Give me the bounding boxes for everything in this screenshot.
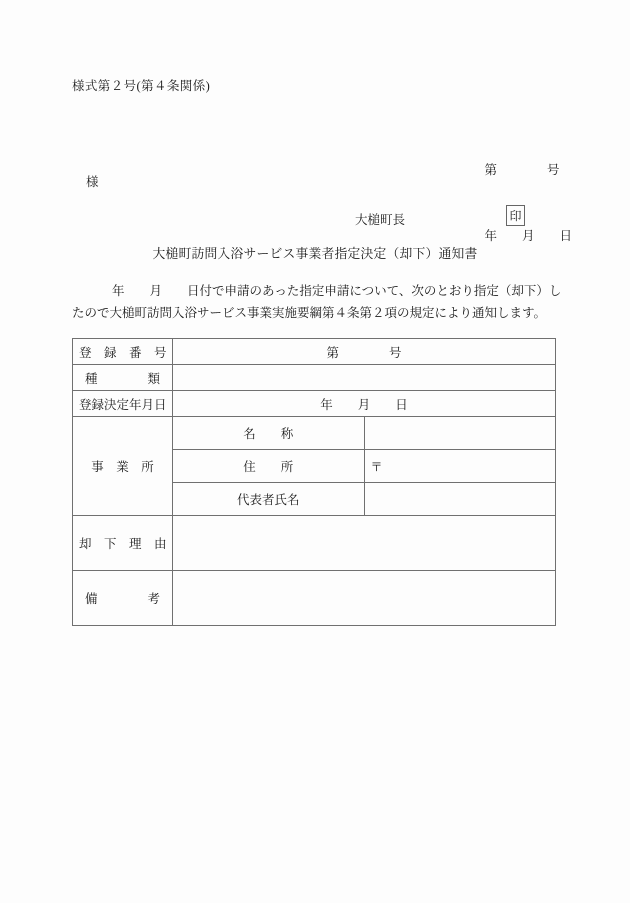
issuer-block: [355, 208, 555, 232]
value-office-address[interactable]: 〒: [364, 450, 556, 483]
designation-table: [72, 338, 556, 626]
label-office-representative: 代表者氏名: [173, 483, 365, 516]
label-decision-date: 登録決定年月日: [73, 391, 173, 417]
table-row-registration-number: [73, 339, 556, 365]
body-line-2: たので大槌町訪問入浴サービス事業実施要綱第４条第２項の規定により通知します。: [72, 306, 547, 320]
label-office-address: 住 所: [173, 450, 365, 483]
table-row-rejection-reason: [73, 516, 556, 571]
table-row-office-name: [73, 417, 556, 450]
document-number-line: 第 号: [484, 163, 560, 177]
label-rejection-reason: 却 下 理 由: [73, 516, 173, 571]
label-office: 事 業 所: [73, 417, 173, 516]
value-category[interactable]: [173, 365, 556, 391]
label-category: 種 類: [73, 365, 173, 391]
value-rejection-reason[interactable]: [173, 516, 556, 571]
body-line-1: 年 月 日付で申請のあった指定申請について、次のとおり指定（却下）し: [112, 284, 562, 298]
document-title: 大槌町訪問入浴サービス事業者指定決定（却下）通知書: [152, 247, 478, 261]
table-row-decision-date: [73, 391, 556, 417]
label-remarks: 備 考: [73, 571, 173, 626]
body-paragraph: [72, 280, 560, 324]
addressee-honorific: 様: [86, 175, 99, 189]
seal-icon: 印: [506, 205, 525, 226]
issuer-name: 大槌町長: [355, 213, 406, 227]
document-date-line: 年 月 日: [484, 229, 572, 243]
value-office-representative[interactable]: [364, 483, 556, 516]
form-number: 様式第２号(第４条関係): [72, 79, 211, 93]
label-registration-number: 登 録 番 号: [73, 339, 173, 365]
document-meta: [484, 115, 572, 291]
label-office-name: 名 称: [173, 417, 365, 450]
value-office-name[interactable]: [364, 417, 556, 450]
table-row-remarks: [73, 571, 556, 626]
value-remarks[interactable]: [173, 571, 556, 626]
value-decision-date[interactable]: 年 月 日: [173, 391, 556, 417]
table-row-category: [73, 365, 556, 391]
value-registration-number[interactable]: 第 号: [173, 339, 556, 365]
